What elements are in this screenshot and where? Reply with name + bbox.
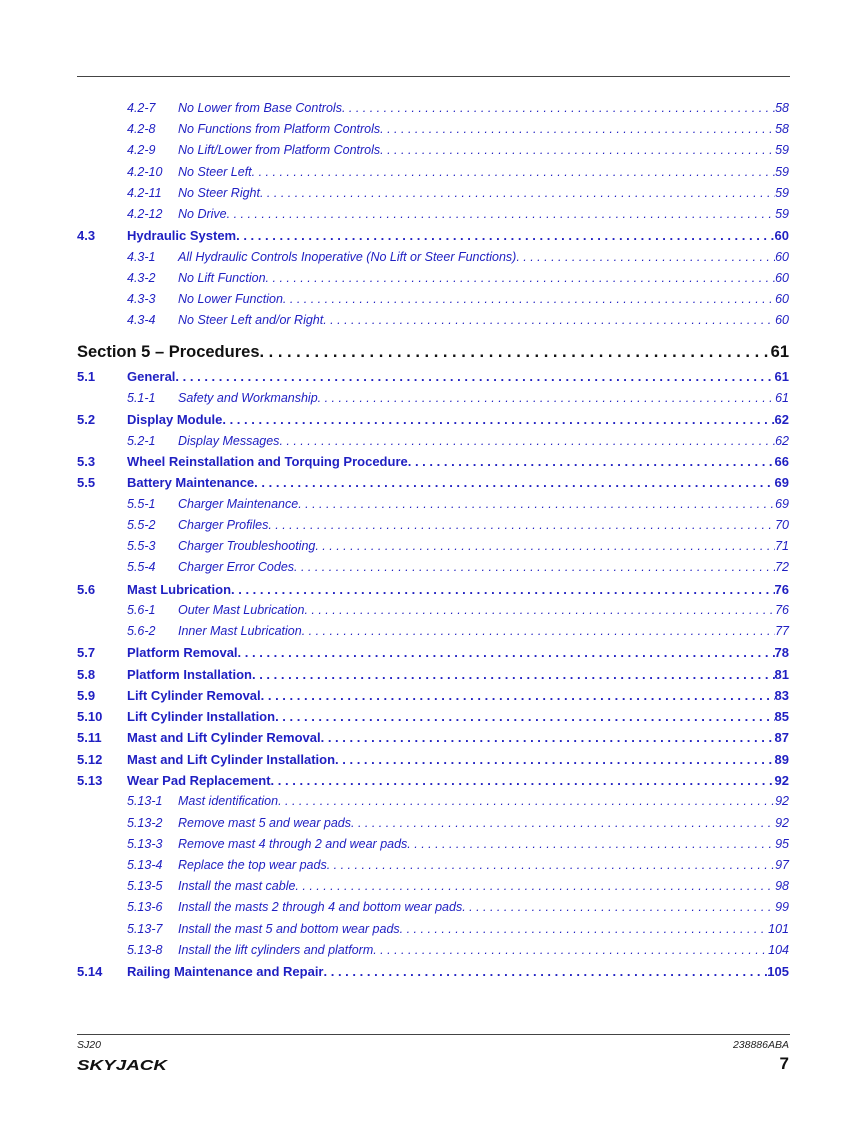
toc-dot-leader <box>373 941 768 960</box>
toc-entry-label: Install the mast cable <box>178 879 296 893</box>
toc-subsection-entry[interactable] <box>77 558 789 577</box>
toc-dot-leader <box>327 856 775 875</box>
toc-entry-number: 5.9 <box>77 688 96 703</box>
toc-entry-title[interactable] <box>178 920 789 939</box>
toc-entry-title[interactable] <box>178 248 789 267</box>
toc-entry-number: 5.13-5 <box>127 879 163 893</box>
toc-entry-number: 4.2-12 <box>127 207 163 221</box>
toc-entry-number: 5.5-4 <box>127 560 156 574</box>
toc-dot-leader <box>295 877 775 896</box>
toc-dot-leader <box>279 432 775 451</box>
toc-dot-leader <box>268 516 775 535</box>
toc-entry-label: General <box>127 369 176 384</box>
footer-model: SJ20 <box>77 1039 101 1051</box>
toc-entry-title[interactable] <box>127 580 789 599</box>
toc-subsection-entry[interactable] <box>77 290 789 309</box>
toc-section-entry[interactable] <box>77 643 789 662</box>
toc-entry-title[interactable] <box>178 163 789 182</box>
toc-dot-leader <box>304 601 775 620</box>
toc-entry-title[interactable] <box>178 120 789 139</box>
toc-entry-page: 60 <box>775 313 789 327</box>
toc-entry-page: 81 <box>774 667 789 682</box>
toc-subsection-entry[interactable] <box>77 205 789 224</box>
toc-entry-number: 5.13-6 <box>127 900 163 914</box>
toc-entry-label: Remove mast 4 through 2 and wear pads <box>178 837 408 851</box>
toc-entry-label: Charger Troubleshooting <box>178 539 316 553</box>
toc-entry-page: 92 <box>774 773 789 788</box>
toc-entry-label: Mast Lubrication <box>127 582 232 597</box>
toc-entry-label: No Steer Left <box>178 165 252 179</box>
toc-dot-leader <box>175 367 774 386</box>
toc-entry-number: 4.3-1 <box>127 250 156 264</box>
toc-entry-page: 98 <box>775 879 789 893</box>
toc-entry-page: 69 <box>774 475 789 490</box>
toc-entry-number: 4.3 <box>77 228 96 243</box>
toc-entry-page: 69 <box>775 497 789 511</box>
toc-section-entry[interactable] <box>77 452 789 471</box>
toc-entry-title[interactable] <box>178 814 789 833</box>
toc-dot-leader <box>351 814 775 833</box>
toc-dot-leader <box>261 686 775 705</box>
toc-entry-page: 58 <box>775 101 789 115</box>
toc-dot-leader <box>275 707 774 726</box>
toc-entry-label: No Lower from Base Controls <box>178 101 342 115</box>
toc-entry-label: Railing Maintenance and Repair <box>127 964 324 979</box>
toc-entry-label: Inner Mast Lubrication <box>178 624 302 638</box>
toc-entry-number: 5.10 <box>77 709 103 724</box>
toc-entry-number: 4.2-8 <box>127 122 156 136</box>
toc-dot-leader <box>407 835 775 854</box>
toc-entry-page: 104 <box>768 943 789 957</box>
toc-entry-label: Install the mast 5 and bottom wear pads <box>178 922 400 936</box>
toc-entry-title[interactable] <box>178 792 789 811</box>
toc-dot-leader <box>252 665 775 684</box>
toc-entry-page: 77 <box>775 624 789 638</box>
toc-entry-page: 59 <box>775 165 789 179</box>
toc-entry-label: Charger Error Codes <box>178 560 295 574</box>
toc-dot-leader <box>260 340 771 364</box>
toc-section-entry[interactable] <box>77 367 789 386</box>
toc-subsection-entry[interactable] <box>77 141 789 160</box>
toc-entry-title[interactable] <box>178 205 789 224</box>
toc-entry-page: 71 <box>775 539 789 553</box>
toc-subsection-entry[interactable] <box>77 877 789 896</box>
toc-entry-label: Outer Mast Lubrication <box>178 603 305 617</box>
toc-entry-title[interactable] <box>178 537 789 556</box>
toc-dot-leader <box>298 495 775 514</box>
toc-entry-page: 70 <box>775 518 789 532</box>
toc-subsection-entry[interactable] <box>77 835 789 854</box>
toc-section-entry[interactable] <box>77 686 789 705</box>
toc-entry-label: All Hydraulic Controls Inoperative (No Lift or Steer Functions) <box>178 250 517 264</box>
toc-subsection-entry[interactable] <box>77 184 789 203</box>
toc-entry-title[interactable] <box>178 99 789 118</box>
toc-entry-page: 78 <box>774 645 789 660</box>
toc-entry-page: 76 <box>775 603 789 617</box>
toc-subsection-entry[interactable] <box>77 920 789 939</box>
toc-dot-leader <box>238 643 775 662</box>
toc-subsection-entry[interactable] <box>77 537 789 556</box>
toc-entry-label: Charger Profiles <box>178 518 269 532</box>
toc-dot-leader <box>236 226 774 245</box>
toc-entry-page: 61 <box>775 391 789 405</box>
toc-dot-leader <box>321 728 775 747</box>
toc-entry-title[interactable] <box>178 941 789 960</box>
toc-entry-label: Wear Pad Replacement <box>127 773 271 788</box>
toc-dot-leader <box>323 311 775 330</box>
toc-dot-leader <box>302 622 775 641</box>
toc-subsection-entry[interactable] <box>77 269 789 288</box>
footer-rule <box>77 1034 790 1035</box>
toc-entry-page: 99 <box>775 900 789 914</box>
toc-entry-page: 66 <box>774 454 789 469</box>
toc-dot-leader <box>294 558 775 577</box>
toc-entry-title[interactable] <box>178 622 789 641</box>
toc-entry-title[interactable] <box>178 290 789 309</box>
toc-entry-label: Section 5 – Procedures <box>77 343 260 361</box>
toc-entry-title[interactable] <box>178 389 789 408</box>
toc-section-entry[interactable] <box>77 473 789 492</box>
toc-subsection-entry[interactable] <box>77 495 789 514</box>
toc-entry-page: 85 <box>774 709 789 724</box>
toc-dot-leader <box>462 898 775 917</box>
toc-entry-label: No Lift/Lower from Platform Controls <box>178 143 381 157</box>
toc-entry-number: 4.2-9 <box>127 143 156 157</box>
toc-entry-title[interactable] <box>178 877 789 896</box>
toc-entry-page: 58 <box>775 122 789 136</box>
toc-entry-number: 4.2-11 <box>127 186 162 200</box>
toc-entry-title[interactable] <box>127 226 789 245</box>
toc-subsection-entry[interactable] <box>77 792 789 811</box>
toc-subsection-entry[interactable] <box>77 389 789 408</box>
toc-section-entry[interactable] <box>77 665 789 684</box>
toc-chapter-entry[interactable] <box>77 340 789 364</box>
toc-entry-number: 5.1-1 <box>127 391 156 405</box>
toc-dot-leader <box>278 792 775 811</box>
toc-entry-title[interactable] <box>178 516 789 535</box>
toc-subsection-entry[interactable] <box>77 163 789 182</box>
toc-entry-label: No Functions from Platform Controls <box>178 122 381 136</box>
toc-entry-title[interactable] <box>127 665 789 684</box>
toc-entry-title[interactable] <box>127 473 789 492</box>
toc-subsection-entry[interactable] <box>77 248 789 267</box>
toc-entry-title[interactable] <box>127 728 789 747</box>
toc-entry-number: 4.3-2 <box>127 271 156 285</box>
toc-entry-page: 60 <box>774 228 789 243</box>
toc-entry-page: 83 <box>774 688 789 703</box>
toc-dot-leader <box>335 750 775 769</box>
toc-entry-number: 5.14 <box>77 964 103 979</box>
toc-entry-number: 5.2-1 <box>127 434 156 448</box>
toc-dot-leader <box>252 163 775 182</box>
page-number: 7 <box>779 1054 789 1073</box>
toc-subsection-entry[interactable] <box>77 516 789 535</box>
toc-dot-leader <box>315 537 775 556</box>
toc-entry-label: Mast and Lift Cylinder Installation <box>127 752 336 767</box>
toc-section-entry[interactable] <box>77 962 789 981</box>
toc-section-entry[interactable] <box>77 728 789 747</box>
toc-dot-leader <box>318 389 775 408</box>
toc-entry-label: No Lower Function <box>178 292 283 306</box>
toc-dot-leader <box>400 920 768 939</box>
toc-entry-title[interactable] <box>178 898 789 917</box>
toc-entry-label: Display Module <box>127 412 223 427</box>
toc-entry-number: 5.5-1 <box>127 497 156 511</box>
toc-dot-leader <box>260 184 775 203</box>
toc-entry-label: Mast and Lift Cylinder Removal <box>127 730 321 745</box>
toc-entry-number: 5.3 <box>77 454 96 469</box>
toc-entry-page: 62 <box>775 434 789 448</box>
toc-section-entry[interactable] <box>77 226 789 245</box>
toc-section-entry[interactable] <box>77 410 789 429</box>
toc-dot-leader <box>342 99 775 118</box>
toc-entry-number: 5.1 <box>77 369 96 384</box>
toc-entry-title[interactable] <box>178 184 789 203</box>
toc-section-entry[interactable] <box>77 707 789 726</box>
toc-subsection-entry[interactable] <box>77 311 789 330</box>
toc-entry-page: 60 <box>775 271 789 285</box>
toc-entry-label: No Steer Right <box>178 186 260 200</box>
header-rule <box>77 76 790 77</box>
toc-entry-number: 4.2-10 <box>127 165 163 179</box>
toc-entry-title[interactable] <box>178 558 789 577</box>
toc-subsection-entry[interactable] <box>77 99 789 118</box>
toc-subsection-entry[interactable] <box>77 622 789 641</box>
toc-entry-label: Battery Maintenance <box>127 475 255 490</box>
toc-entry-title[interactable] <box>178 856 789 875</box>
toc-subsection-entry[interactable] <box>77 856 789 875</box>
toc-subsection-entry[interactable] <box>77 814 789 833</box>
toc-entry-number: 5.6-1 <box>127 603 156 617</box>
toc-entry-page: 59 <box>775 207 789 221</box>
toc-entry-title[interactable] <box>127 771 789 790</box>
toc-entry-number: 5.13-2 <box>127 816 163 830</box>
toc-subsection-entry[interactable] <box>77 120 789 139</box>
toc-entry-title[interactable] <box>127 367 789 386</box>
toc-entry-label: Platform Installation <box>127 667 252 682</box>
toc-entry-number: 5.6 <box>77 582 96 597</box>
skyjack-logo <box>77 1056 169 1074</box>
toc-entry-number: 5.5-3 <box>127 539 156 553</box>
toc-entry-label: Mast identification <box>178 794 279 808</box>
toc-dot-leader <box>266 269 776 288</box>
toc-entry-number: 5.13-8 <box>127 943 163 957</box>
toc-entry-number: 5.13-3 <box>127 837 163 851</box>
toc-entry-title[interactable] <box>127 962 789 981</box>
toc-entry-number: 5.2 <box>77 412 96 427</box>
toc-entry-title[interactable] <box>178 141 789 160</box>
toc-subsection-entry[interactable] <box>77 432 789 451</box>
toc-entry-number: 5.12 <box>77 752 103 767</box>
toc-dot-leader <box>227 205 775 224</box>
toc-entry-title[interactable] <box>178 495 789 514</box>
toc-entry-number: 4.3-4 <box>127 313 156 327</box>
toc-entry-number: 5.7 <box>77 645 96 660</box>
toc-entry-page: 87 <box>774 730 789 745</box>
toc-entry-title[interactable] <box>127 750 789 769</box>
toc-entry-label: Remove mast 5 and wear pads <box>178 816 352 830</box>
toc-dot-leader <box>408 452 775 471</box>
toc-entry-number: 5.13-1 <box>127 794 163 808</box>
toc-entry-title[interactable] <box>127 410 789 429</box>
toc-entry-label: Install the masts 2 through 4 and bottom wear pads <box>178 900 463 914</box>
toc-entry-number: 5.5 <box>77 475 96 490</box>
toc-entry-number: 4.3-3 <box>127 292 156 306</box>
toc-dot-leader <box>254 473 774 492</box>
toc-entry-label: No Lift Function <box>178 271 266 285</box>
toc-dot-leader <box>516 248 775 267</box>
toc-entry-number: 5.11 <box>77 730 102 745</box>
toc-section-entry[interactable] <box>77 771 789 790</box>
toc-entry-number: 5.13 <box>77 773 103 788</box>
toc-entry-page: 97 <box>775 858 789 872</box>
toc-entry-page: 101 <box>768 922 789 936</box>
toc-entry-label: Lift Cylinder Installation <box>127 709 276 724</box>
toc-entry-page: 92 <box>775 794 789 808</box>
toc-entry-title[interactable] <box>127 643 789 662</box>
toc-entry-number: 5.13-7 <box>127 922 163 936</box>
toc-dot-leader <box>283 290 775 309</box>
toc-entry-label: No Drive <box>178 207 227 221</box>
toc-section-entry[interactable] <box>77 750 789 769</box>
toc-entry-title[interactable] <box>77 340 789 364</box>
toc-subsection-entry[interactable] <box>77 898 789 917</box>
toc-dot-leader <box>271 771 775 790</box>
toc-entry-label: Wheel Reinstallation and Torquing Procedure <box>127 454 408 469</box>
footer-doc-number: 238886ABA <box>732 1039 789 1051</box>
toc-entry-page: 60 <box>775 250 789 264</box>
toc-entry-page: 60 <box>775 292 789 306</box>
toc-entry-label: Replace the top wear pads <box>178 858 327 872</box>
toc-entry-title[interactable] <box>178 311 789 330</box>
toc-entry-number: 5.5-2 <box>127 518 156 532</box>
toc-entry-page: 62 <box>774 412 789 427</box>
toc-entry-page: 95 <box>775 837 789 851</box>
toc-entry-title[interactable] <box>178 432 789 451</box>
toc-entry-page: 92 <box>775 816 789 830</box>
toc-entry-title[interactable] <box>178 835 789 854</box>
toc-entry-label: Lift Cylinder Removal <box>127 688 261 703</box>
toc-entry-title[interactable] <box>127 452 789 471</box>
toc-entry-number: 5.13-4 <box>127 858 163 872</box>
toc-entry-title[interactable] <box>178 601 789 620</box>
toc-entry-label: Hydraulic System <box>127 228 237 243</box>
toc-entry-page: 76 <box>774 582 789 597</box>
toc-entry-label: Platform Removal <box>127 645 238 660</box>
logo-wordmark: SKYJACK <box>77 1057 169 1074</box>
toc-entry-title[interactable] <box>127 707 789 726</box>
toc-dot-leader <box>380 120 775 139</box>
toc-entry-title[interactable] <box>127 686 789 705</box>
toc-entry-number: 5.6-2 <box>127 624 156 638</box>
toc-entry-label: No Steer Left and/or Right <box>178 313 324 327</box>
toc-entry-page: 72 <box>775 560 789 574</box>
toc-entry-page: 59 <box>775 186 789 200</box>
toc-entry-page: 105 <box>767 964 789 979</box>
toc-entry-label: Safety and Workmanship <box>178 391 318 405</box>
toc-subsection-entry[interactable] <box>77 601 789 620</box>
toc-entry-number: 5.8 <box>77 667 96 682</box>
toc-entry-label: Charger Maintenance <box>178 497 299 511</box>
toc-entry-page: 61 <box>770 343 789 361</box>
toc-entry-page: 59 <box>775 143 789 157</box>
toc-subsection-entry[interactable] <box>77 941 789 960</box>
toc-entry-label: Display Messages <box>178 434 280 448</box>
toc-entry-page: 61 <box>774 369 789 384</box>
toc-entry-page: 89 <box>774 752 789 767</box>
toc-section-entry[interactable] <box>77 580 789 599</box>
toc-dot-leader <box>222 410 774 429</box>
toc-entry-number: 4.2-7 <box>127 101 156 115</box>
toc-entry-title[interactable] <box>178 269 789 288</box>
toc-entry-label: Install the lift cylinders and platform <box>178 943 374 957</box>
toc-dot-leader <box>324 962 768 981</box>
toc-dot-leader <box>231 580 775 599</box>
toc-dot-leader <box>380 141 775 160</box>
